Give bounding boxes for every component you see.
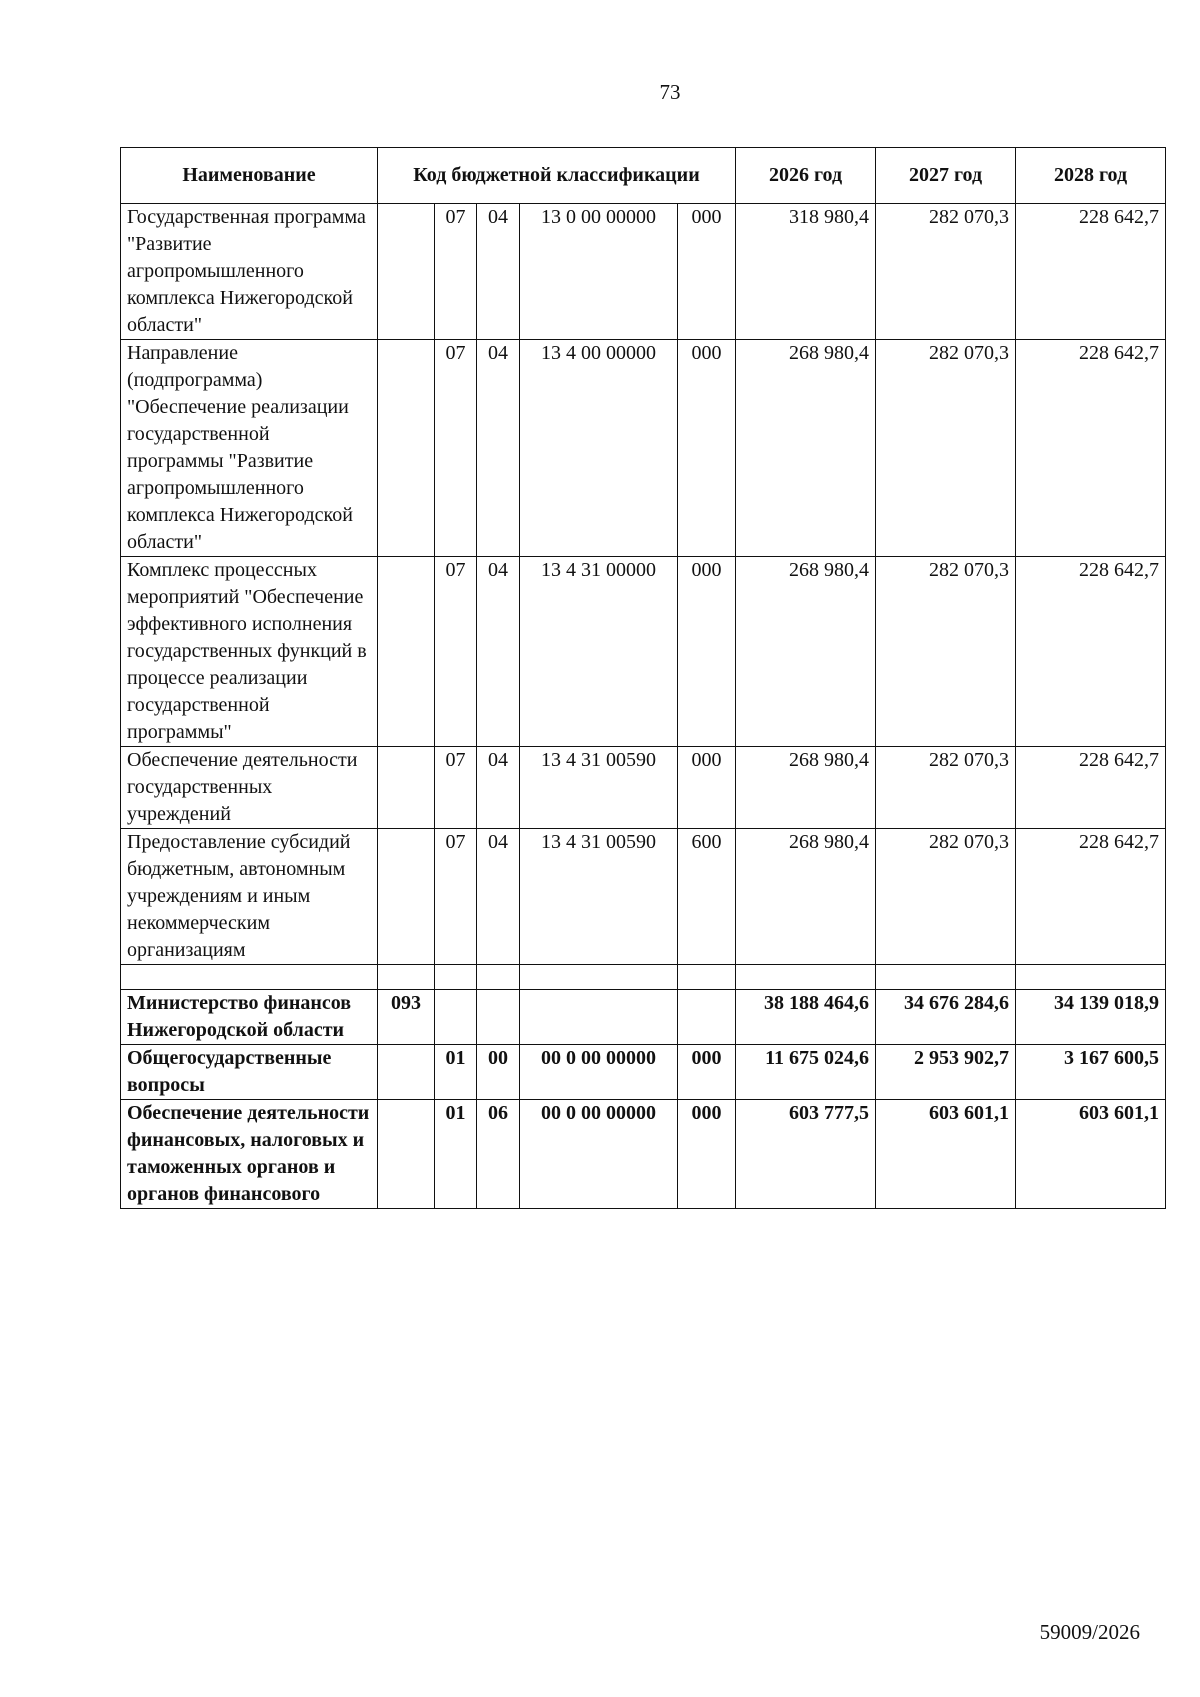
row-subsection-code: 06 [477,1100,520,1209]
empty-cell [378,965,435,990]
row-dept-code [378,1045,435,1100]
row-value-2026: 268 980,4 [736,557,876,747]
row-section-code: 07 [435,747,477,829]
row-value-2027: 282 070,3 [876,829,1016,965]
row-value-2028: 34 139 018,9 [1016,990,1166,1045]
row-dept-code [378,829,435,965]
row-name: Обеспечение деятельности государственных учреждений [121,747,378,829]
row-expense-type: 000 [678,204,736,340]
row-target-code: 00 0 00 00000 [520,1100,678,1209]
row-value-2027: 282 070,3 [876,340,1016,557]
document-code: 59009/2026 [1039,1620,1140,1644]
table-header-row [121,148,1166,204]
header-2027: 2027 год [876,148,1016,204]
row-target-code: 13 4 31 00000 [520,557,678,747]
row-value-2028: 228 642,7 [1016,204,1166,340]
row-target-code [520,990,678,1045]
row-expense-type: 000 [678,340,736,557]
row-name: Предоставление субсидий бюджетным, автономным учреждениям и иным некоммерческим организациям [121,829,378,965]
row-section-code: 07 [435,557,477,747]
row-dept-code [378,1100,435,1209]
row-value-2028: 228 642,7 [1016,747,1166,829]
row-target-code: 13 0 00 00000 [520,204,678,340]
row-name: Государственная программа "Развитие агропромышленного комплекса Нижегородской области" [121,204,378,340]
row-target-code: 13 4 31 00590 [520,829,678,965]
row-target-code: 00 0 00 00000 [520,1045,678,1100]
empty-cell [678,965,736,990]
row-subsection-code: 04 [477,204,520,340]
row-section-code: 01 [435,1100,477,1209]
row-section-code: 07 [435,204,477,340]
row-dept-code [378,557,435,747]
row-value-2026: 38 188 464,6 [736,990,876,1045]
row-value-2026: 318 980,4 [736,204,876,340]
row-target-code: 13 4 31 00590 [520,747,678,829]
row-target-code: 13 4 00 00000 [520,340,678,557]
row-subsection-code: 04 [477,747,520,829]
row-expense-type: 600 [678,829,736,965]
row-value-2028: 228 642,7 [1016,340,1166,557]
row-value-2026: 603 777,5 [736,1100,876,1209]
row-value-2027: 34 676 284,6 [876,990,1016,1045]
row-value-2028: 228 642,7 [1016,829,1166,965]
row-value-2026: 268 980,4 [736,747,876,829]
empty-cell [876,965,1016,990]
row-value-2028: 603 601,1 [1016,1100,1166,1209]
row-value-2026: 268 980,4 [736,829,876,965]
row-subsection-code [477,990,520,1045]
table-row [121,1045,1166,1100]
row-subsection-code: 04 [477,557,520,747]
table-row [121,1100,1166,1209]
header-2028: 2028 год [1016,148,1166,204]
table-row [121,557,1166,747]
row-value-2026: 11 675 024,6 [736,1045,876,1100]
empty-cell [736,965,876,990]
row-dept-code [378,204,435,340]
empty-cell [435,965,477,990]
row-expense-type: 000 [678,747,736,829]
table-body [121,204,1166,1209]
row-value-2026: 268 980,4 [736,340,876,557]
page-number: 73 [659,80,681,104]
row-subsection-code: 04 [477,340,520,557]
table-row [121,204,1166,340]
row-expense-type: 000 [678,557,736,747]
row-section-code [435,990,477,1045]
empty-cell [520,965,678,990]
row-name: Комплекс процессных мероприятий "Обеспечение эффективного исполнения государственных функций в процессе реализации государственной программы" [121,557,378,747]
row-name: Направление (подпрограмма) "Обеспечение реализации государственной программы "Развитие агропромышленного комплекса Нижегородской области" [121,340,378,557]
row-expense-type: 000 [678,1100,736,1209]
row-value-2027: 282 070,3 [876,747,1016,829]
table-row [121,340,1166,557]
row-dept-code [378,747,435,829]
row-dept-code [378,340,435,557]
spacer-row [121,965,1166,990]
row-value-2027: 282 070,3 [876,557,1016,747]
empty-cell [477,965,520,990]
table-row [121,990,1166,1045]
table-row [121,829,1166,965]
row-name: Обеспечение деятельности финансовых, налоговых и таможенных органов и органов финансового [121,1100,378,1209]
row-subsection-code: 04 [477,829,520,965]
empty-cell [1016,965,1166,990]
row-section-code: 07 [435,829,477,965]
row-section-code: 01 [435,1045,477,1100]
row-expense-type [678,990,736,1045]
row-expense-type: 000 [678,1045,736,1100]
row-value-2027: 2 953 902,7 [876,1045,1016,1100]
row-subsection-code: 00 [477,1045,520,1100]
header-name: Наименование [121,148,378,204]
row-dept-code: 093 [378,990,435,1045]
row-value-2028: 3 167 600,5 [1016,1045,1166,1100]
header-code: Код бюджетной классификации [378,148,736,204]
header-2026: 2026 год [736,148,876,204]
row-name: Министерство финансов Нижегородской области [121,990,378,1045]
row-section-code: 07 [435,340,477,557]
row-value-2027: 603 601,1 [876,1100,1016,1209]
row-value-2027: 282 070,3 [876,204,1016,340]
row-name: Общегосударственные вопросы [121,1045,378,1100]
row-value-2028: 228 642,7 [1016,557,1166,747]
table-row [121,747,1166,829]
budget-table [120,147,1166,1209]
empty-cell [121,965,378,990]
